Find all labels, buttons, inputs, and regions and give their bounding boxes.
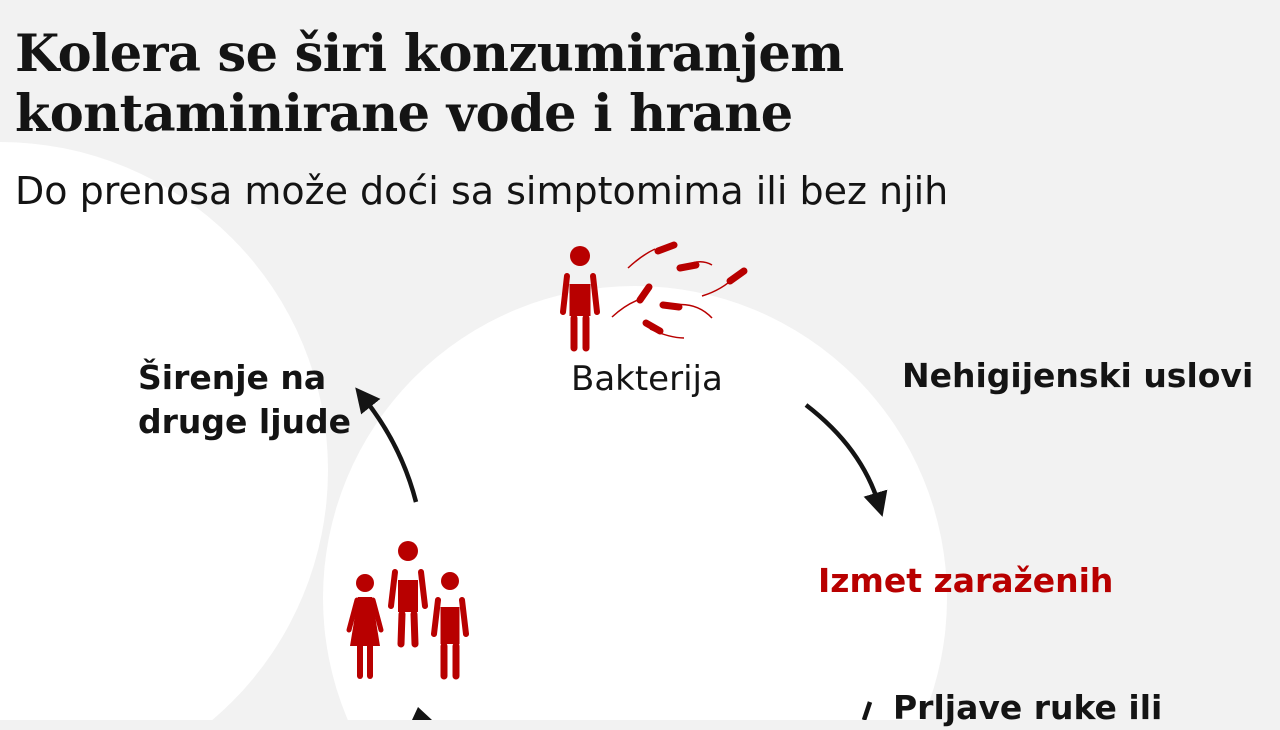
cycle-circle (323, 286, 947, 720)
label-spread (138, 356, 351, 444)
label-spread-line1: Širenje na (138, 358, 327, 397)
label-spread-line2: druge ljude (138, 402, 352, 441)
label-feces: Izmet zaraženih (818, 561, 1114, 600)
page-title: Kolera se širi konzumiranjem kontaminirane vode i hrane (15, 24, 844, 144)
label-hands: Prljave ruke ili (893, 688, 1163, 727)
page-subtitle: Do prenosa može doći sa simptomima ili bez njih (15, 169, 949, 213)
label-bacteria: Bakterija (571, 359, 723, 399)
label-unhygienic: Nehigijenski uslovi (902, 356, 1254, 395)
